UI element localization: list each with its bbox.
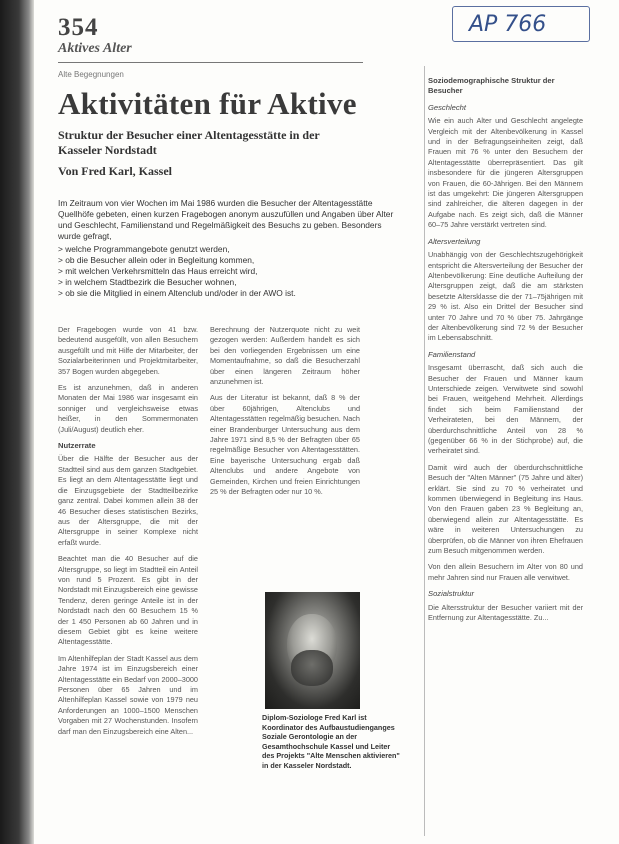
paragraph: Damit wird auch der überdurchschnittliche Besuch der "Alten Männer" (75 Jahre und älter) erklärt. Sie sind zu 70 % verheiratet und kommen überwiegend in Begleitung ins Haus. Von den Frauen gaben 23 % Begleitung an, überwiegend allein zur Altentagesstätte. Es wäre in weiteren Untersuchungen zu überprüfen, ob die Männer von ihren Ehefrauen zum Besuch mitgenommen werden. xyxy=(428,462,583,556)
handwritten-stamp: AP 766 xyxy=(452,6,590,42)
paragraph: Beachtet man die 40 Besucher auf die Altersgruppe, so liegt im Stadtteil ein Anteil von rund 5 Prozent. Es gibt in der Nordstadt mit Einzugsbereich eine gewisse Tendenz, deren geringe Anteile ist in der Nordstadt nach den 60 Besuchern 15 % der 1 450 Personen ab 60 Jahren und in diesem Gebiet gibt es keine weitere Altentagesstätte. xyxy=(58,554,198,647)
subheading: Sozialstruktur xyxy=(428,589,475,599)
scan-binding-shadow xyxy=(0,0,34,844)
lead-item: > ob sie die Mitglied in einem Altenclub und/oder in der AWO ist. xyxy=(58,288,398,299)
lead-item: > ob die Besucher allein oder in Begleitung kommen, xyxy=(58,255,398,266)
article-byline: Von Fred Karl, Kassel xyxy=(58,164,173,178)
article-subtitle: Struktur der Besucher einer Altentagesstätte in der Kasseler Nordstadt xyxy=(58,128,320,157)
paragraph: Die Altersstruktur der Besucher variiert mit der Entfernung zur Altentagesstätte. Zu... xyxy=(428,602,583,623)
subheading: Familienstand xyxy=(428,349,476,359)
lead-intro: Im Zeitraum von vier Wochen im Mai 1986 wurden die Besucher der Altentagesstätte Quellhöfe gebeten, einen kurzen Fragebogen anonym auszufüllen und Angaben über Alter und Geschlecht, Familienstand und Regelmäßigkeit des Besuchs zu geben. Besonders wurde gefragt, xyxy=(58,198,394,241)
paragraph: Insgesamt überrascht, daß sich auch die Besucher der Frauen und Männer kaum Unterschiede zeigen. Verwitwete sind sowohl bei Frauen, weitgehend Mehrheit. Allerdings findet sich beim Familienstand der Verheirateten, bei den Männern, der überdurchschnittliche Anteil von 28 % (gegenüber 66 % in der Stichprobe) auf, die verheiratet sind. xyxy=(428,363,583,456)
lead-item: > in welchem Stadtbezirk die Besucher wohnen, xyxy=(58,277,398,288)
section-title: Aktives Alter xyxy=(58,41,132,56)
author-photo xyxy=(265,592,360,709)
lead-list xyxy=(58,244,398,299)
article-kicker: Alte Begegnungen xyxy=(58,70,124,79)
lead-paragraph xyxy=(58,198,398,299)
paragraph: Es ist anzunehmen, daß in anderen Monaten der Mai 1986 war insgesamt ein sonniger und vergleichsweise etwas heißer, in den Sommermonaten (Juli/August) deutlich eher. xyxy=(58,383,198,434)
page-number: 354 xyxy=(58,14,99,41)
paragraph: Aus der Literatur ist bekannt, daß 8 % der über 60jährigen, Altenclubs und Altentagesstätten regelmäßig besuchen. Nach einer Brandenburger Untersuchung aus dem Jahre 1971 sind 8,5 % der Befragten über 65 regelmäßige Besucher von Altentagesstätten. Eine bayerische Untersuchung ergab daß Altenclubs und andere Angebote von Gemeinden, Kirchen und freien Einrichtungen 25 % der Befragten oder nur 10 %. xyxy=(210,393,360,497)
paragraph: Berechnung der Nutzerquote nicht zu weit gezogen werden: Außerdem handelt es sich bei den vorliegenden Ergebnissen um eine Momentaufnahme, so daß die Besucherzahl über einen längeren Zeitraum höher anzunehmen ist. xyxy=(210,325,360,387)
lead-item: > mit welchen Verkehrsmitteln das Haus erreicht wird, xyxy=(58,266,398,277)
middle-column xyxy=(210,325,360,504)
paragraph: Im Altenhilfeplan der Stadt Kassel aus dem Jahre 1974 ist im Einzugsbereich einer Altentagesstätte ein Bedarf von 2000–3000 Personen über 65 Jahren und im Altenhilfeplan Kassel sowie von 1979 neu Anforderungen an 1000–1500 Menschen Vorgaben mit 27 Wochenstunden. Insofern darf man den Einzugsbereich eine Alten... xyxy=(58,653,198,736)
photo-beard xyxy=(291,650,333,686)
column-divider xyxy=(424,66,425,836)
paragraph: Von den allein Besuchern im Alter von 80 und mehr Jahren sind nur Frauen alle verwitwet. xyxy=(428,562,583,582)
right-column xyxy=(428,70,583,630)
section-heading: Soziodemographische Struktur der Besucher xyxy=(428,76,555,96)
subheading: Altersverteilung xyxy=(428,236,481,246)
article-title: Aktivitäten für Aktive xyxy=(58,86,357,121)
paragraph: Über die Hälfte der Besucher aus der Stadtteil sind aus dem ganzen Stadtgebiet. Es liegt an dem Altentagesstätte liegt und die Einzugsgebiete der Stadtteilbezirke ganz zentral. Dabei kommen allein 38 der 46 Besucher dieses statistischen Bezirks, aus der Altersgruppe, die mit der Altersgruppe in seiner Komplexe nicht erfaßt wurde. xyxy=(58,454,198,547)
left-column xyxy=(58,325,198,743)
paragraph: Der Fragebogen wurde von 41 bzw. bedeutend ausgefüllt, von allen Besuchern ausgefüllt und mit Hilfe der Mitarbeiter, der Sozialarbeiterinnen und Projektmitarbeiter, 357 Bogen wurden abgegeben. xyxy=(58,325,198,376)
section-heading: Nutzerrate xyxy=(58,441,96,451)
paragraph: Wie ein auch Alter und Geschlecht angelegte Vergleich mit der Altenbevölkerung in Kassel und in der Befragungseinheiten zeigt, daß Frauen mit 76 % unter den Besuchern der Altentagesstätte überrepräsentiert. Das gilt insbesondere für die jüngeren Altersgruppen von Frauen, die 60-Jährigen. Bei den Männern ist das umgekehrt: Die jüngeren Altersgruppen sind zahlreicher, die älteren dagegen in der Aufgabe nach. Es zeigt sich, daß die Männer 60–75 Jahre verstärkt vertreten sind. xyxy=(428,116,583,230)
subheading: Geschlecht xyxy=(428,102,466,112)
paragraph: Unabhängig von der Geschlechtszugehörigkeit entspricht die Altersverteilung der Besucher der Altenbevölkerung: Eine deutliche Aufteilung der Altersgruppen zeigt, daß die am stärksten besetzte Altersklasse die der 71–75jährigen mit 29 % ist. Also ein Drittel der Besucher sind unter 70 Jahre und 70 % über 75. Jahrgänge der Altenbevölkerung sind 72 % der Besucher im Lebensabschnitt. xyxy=(428,250,583,343)
header-rule xyxy=(58,62,363,63)
photo-caption: Diplom-Soziologe Fred Karl ist Koordinator des Aufbaustudienganges Soziale Gerontologie an der Gesamthochschule Kassel und Leiter des Projekts "Alte Menschen aktivieren" in der Kasseler Nordstadt. xyxy=(262,713,400,770)
lead-item: > welche Programmangebote genutzt werden, xyxy=(58,244,398,255)
